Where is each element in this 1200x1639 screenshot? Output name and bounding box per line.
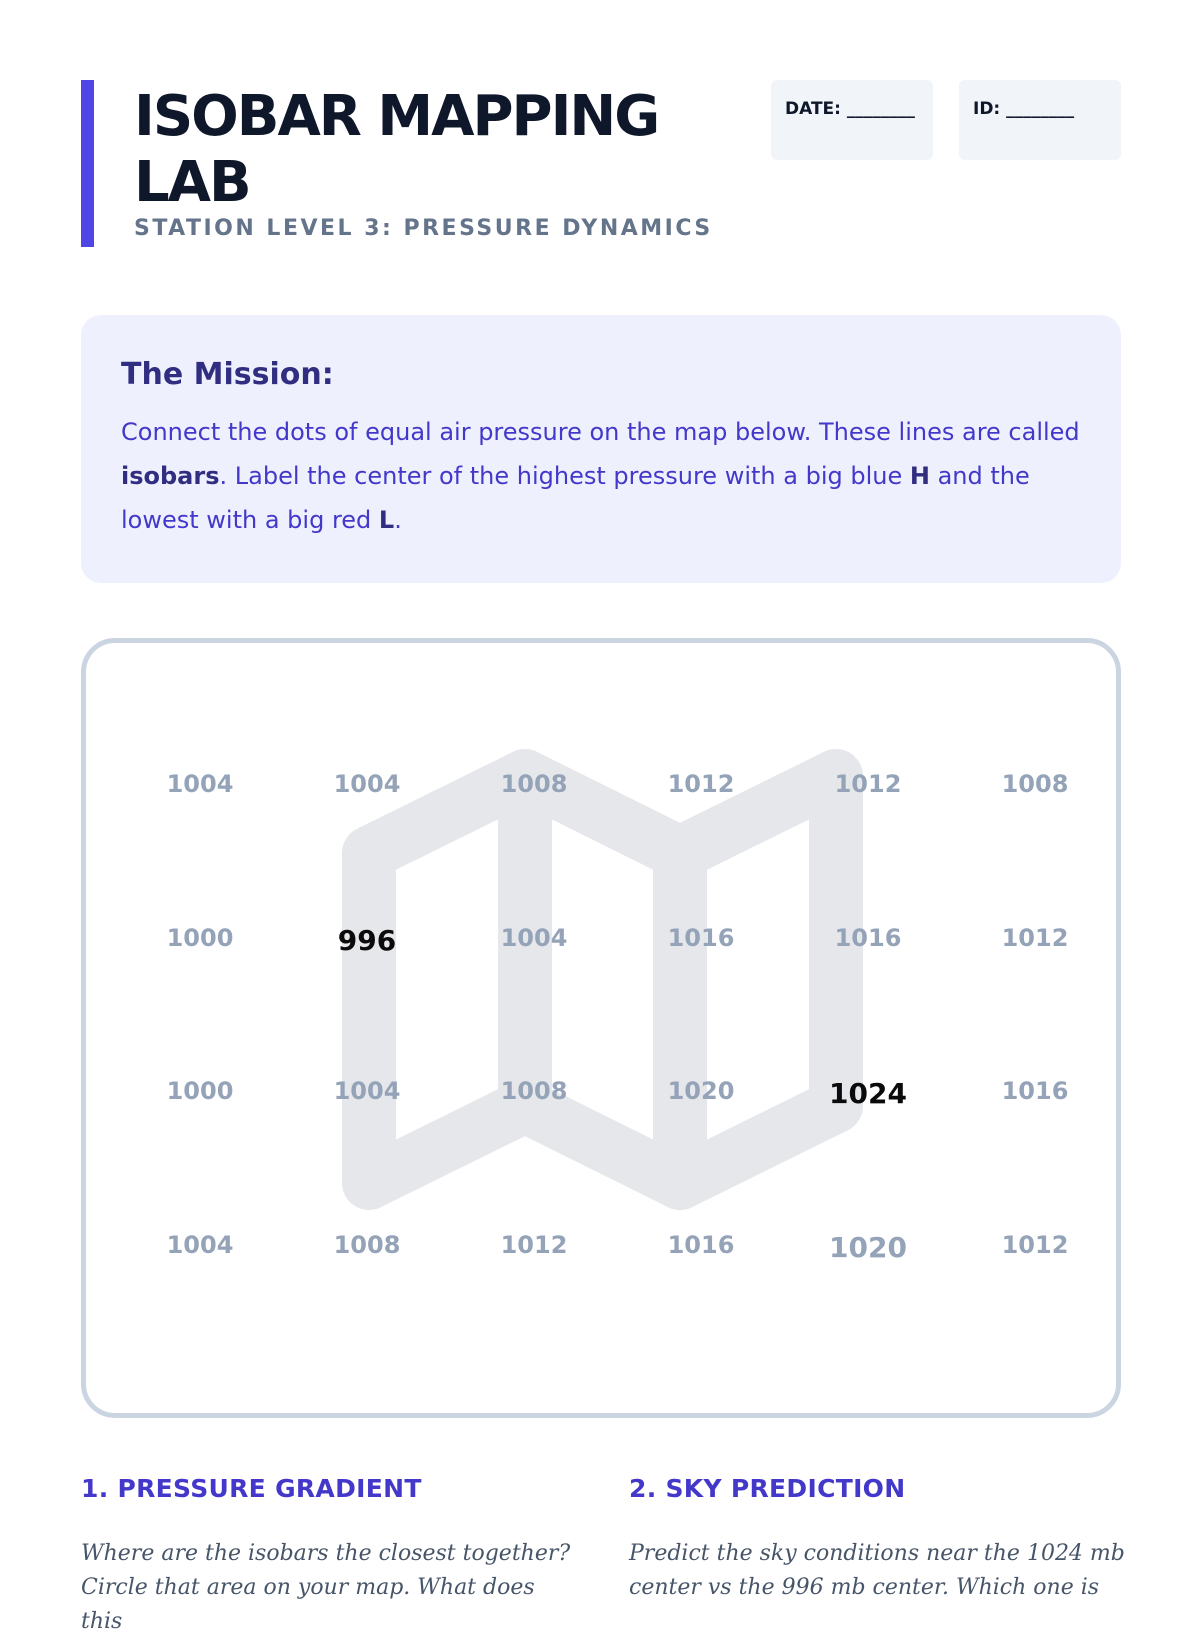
pressure-reading: 1012 — [1001, 1231, 1069, 1259]
pressure-reading: 1004 — [166, 1231, 234, 1259]
pressure-reading: 1012 — [500, 1231, 568, 1259]
mission-text-part: . Label the center of the highest pressure with a big blue — [219, 462, 910, 490]
mission-text-part: and the lowest with a big red — [121, 462, 1030, 534]
question-2-heading: 2. SKY PREDICTION — [629, 1474, 906, 1503]
pressure-reading: 1012 — [1001, 924, 1069, 952]
mission-high-symbol: H — [909, 462, 930, 490]
mission-text-part: Connect the dots of equal air pressure on the map below. These lines are called — [121, 418, 1080, 446]
pressure-reading: 1016 — [834, 924, 902, 952]
pressure-reading: 1020 — [829, 1231, 907, 1264]
page-subtitle: STATION LEVEL 3: PRESSURE DYNAMICS — [134, 216, 713, 241]
pressure-reading: 996 — [337, 924, 397, 957]
mission-heading: The Mission: — [121, 357, 334, 392]
id-label: ID: ________ — [973, 99, 1075, 119]
mission-panel — [81, 315, 1121, 583]
page-title: ISOBAR MAPPING LAB — [134, 84, 659, 215]
pressure-reading: 1024 — [829, 1077, 907, 1110]
mission-low-symbol: L — [378, 506, 395, 534]
pressure-reading: 1016 — [667, 1231, 735, 1259]
pressure-reading: 1016 — [1001, 1077, 1069, 1105]
pressure-reading: 1004 — [333, 770, 401, 798]
folded-map-icon — [86, 643, 1116, 1413]
pressure-reading: 1008 — [333, 1231, 401, 1259]
question-1-text: Where are the isobars the closest together? Circle that area on your map. What does this — [81, 1541, 571, 1634]
pressure-reading: 1000 — [166, 924, 234, 952]
question-1-heading: 1. PRESSURE GRADIENT — [81, 1474, 422, 1503]
pressure-reading: 1008 — [500, 1077, 568, 1105]
mission-text — [121, 410, 1081, 542]
pressure-reading: 1016 — [667, 924, 735, 952]
pressure-reading: 1004 — [166, 770, 234, 798]
mission-term: isobars — [121, 462, 220, 490]
pressure-reading: 1020 — [667, 1077, 735, 1105]
pressure-reading: 1000 — [166, 1077, 234, 1105]
header-accent-bar — [81, 80, 94, 247]
pressure-reading: 1004 — [500, 924, 568, 952]
pressure-reading: 1008 — [500, 770, 568, 798]
date-field[interactable] — [771, 80, 933, 160]
pressure-reading: 1012 — [834, 770, 902, 798]
map-area[interactable] — [81, 638, 1121, 1418]
id-field[interactable] — [959, 80, 1121, 160]
pressure-reading: 1008 — [1001, 770, 1069, 798]
date-label: DATE: ________ — [785, 99, 915, 119]
mission-text-part: . — [394, 506, 402, 534]
pressure-reading: 1004 — [333, 1077, 401, 1105]
question-2-text: Predict the sky conditions near the 1024 mb center vs the 996 mb center. Which one is — [629, 1541, 1125, 1600]
pressure-reading: 1012 — [667, 770, 735, 798]
